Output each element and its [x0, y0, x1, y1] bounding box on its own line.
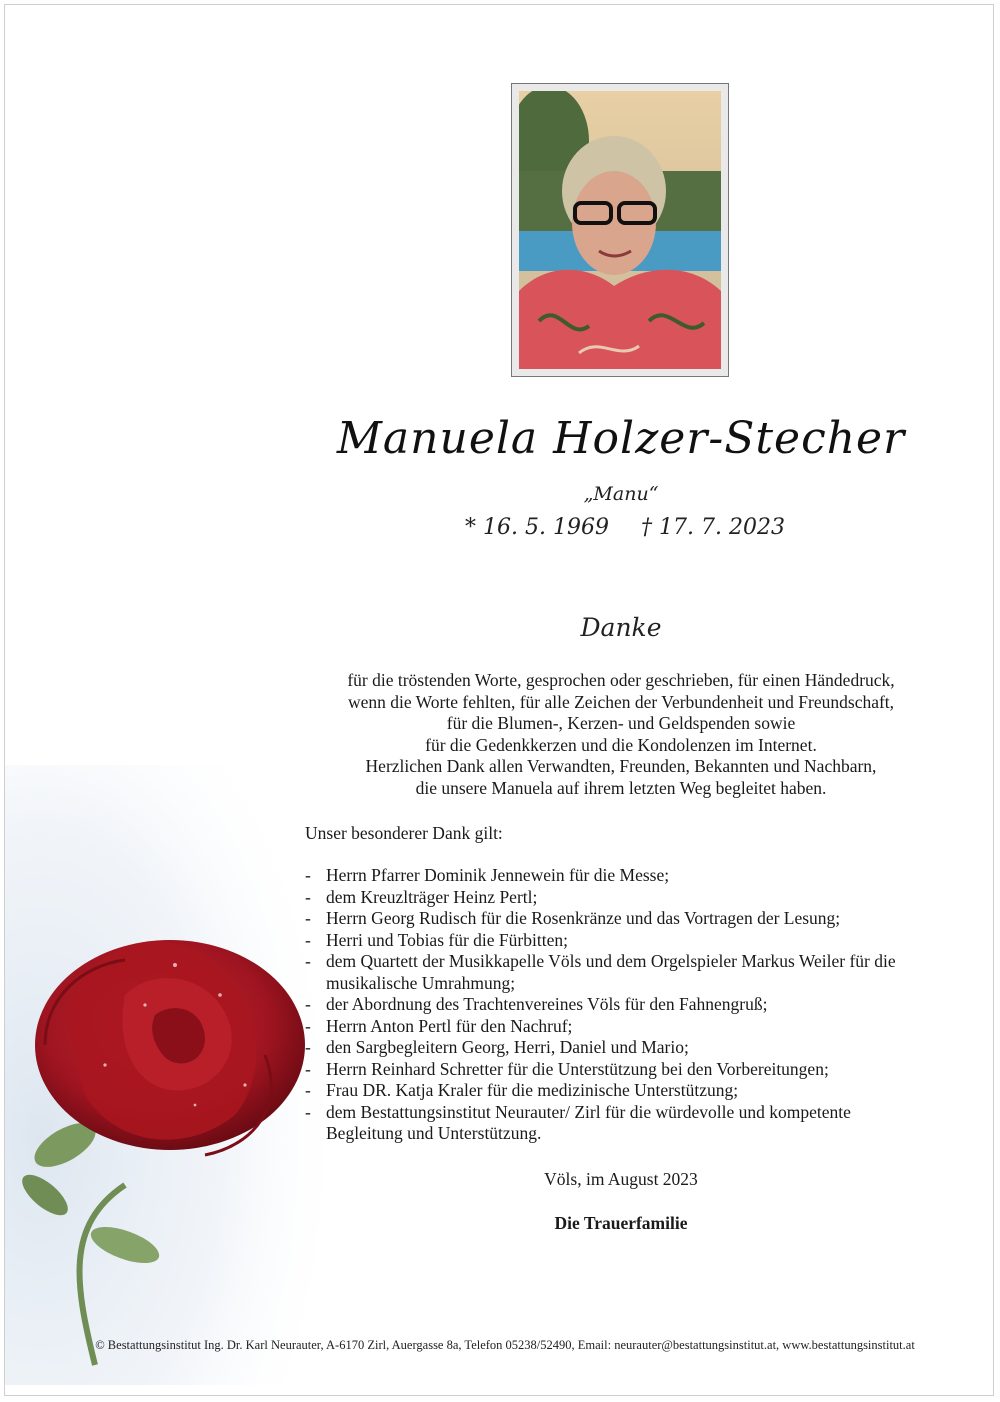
list-item-text: Herrn Georg Rudisch für die Rosenkränze und das Vortragen der Lesung; [326, 908, 841, 928]
list-item [301, 1102, 931, 1145]
list-dash: - [305, 908, 311, 928]
thanks-heading: Danke [580, 613, 662, 642]
intro-line: Herzlichen Dank allen Verwandten, Freunden, Bekannten und Nachbarn, [365, 756, 877, 776]
list-item [301, 908, 931, 930]
special-thanks-heading: Unser besonderer Dank gilt: [305, 823, 503, 843]
list-dash: - [305, 994, 311, 1014]
nickname: „Manu“ [583, 483, 659, 505]
list-item-text: dem Bestattungsinstitut Neurauter/ Zirl für die würdevolle und kompetente Begleitung und Unterstützung. [326, 1101, 851, 1143]
list-item-text: Herrn Anton Pertl für den Nachruf; [326, 1015, 573, 1036]
list-dash: - [305, 1037, 311, 1057]
obituary-card [4, 4, 994, 1396]
list-item [301, 1080, 931, 1102]
list-dash: - [305, 1058, 311, 1079]
portrait-frame [511, 83, 729, 377]
list-item [301, 887, 931, 909]
list-dash: - [305, 886, 311, 907]
signature: Die Trauerfamilie [554, 1213, 688, 1233]
list-item-text: Frau DR. Katja Kraler für die medizinische Unterstützung; [326, 1080, 739, 1100]
portrait-photo [519, 91, 721, 369]
list-dash: - [305, 929, 311, 950]
life-dates [465, 515, 785, 540]
list-item-text: dem Quartett der Musikkapelle Völs und dem Orgelspieler Markus Weiler für die musikalische Umrahmung; [326, 951, 896, 993]
list-item [301, 994, 931, 1016]
death-date: † 17. 7. 2023 [641, 515, 785, 540]
list-dash: - [305, 1101, 311, 1122]
list-item [301, 865, 931, 887]
list-dash: - [305, 951, 311, 971]
intro-line: für die tröstenden Worte, gesprochen oder geschrieben, für einen Händedruck, [347, 670, 895, 690]
thanks-list [301, 865, 931, 1145]
list-item-text: der Abordnung des Trachtenvereines Völs für den Fahnengruß; [326, 994, 768, 1014]
list-item [301, 1016, 931, 1038]
list-dash: - [305, 1015, 311, 1036]
list-item-text: Herrn Pfarrer Dominik Jennewein für die Messe; [326, 865, 670, 885]
list-dash: - [305, 865, 311, 885]
list-item-text: Herrn Reinhard Schretter für die Unterstützung bei den Vorbereitungen; [326, 1058, 829, 1079]
list-item [301, 1059, 931, 1081]
intro-line: für die Gedenkkerzen und die Kondolenzen im Internet. [425, 734, 817, 755]
list-item [301, 1037, 931, 1059]
intro-line: die unsere Manuela auf ihrem letzten Weg begleitet haben. [415, 777, 827, 798]
list-item-text: Herri und Tobias für die Fürbitten; [326, 929, 568, 950]
footer-credit: © Bestattungsinstitut Ing. Dr. Karl Neurauter, A-6170 Zirl, Auergasse 8a, Telefon 05238/52490, Email: neurauter@bestattungsinstitut.at, www.bestattungsinstitut.at [95, 1338, 915, 1352]
list-item-text: den Sargbegleitern Georg, Herri, Daniel und Mario; [326, 1037, 689, 1057]
place-date: Völs, im August 2023 [544, 1169, 698, 1189]
list-item [301, 930, 931, 952]
birth-date: * 16. 5. 1969 [465, 515, 609, 540]
list-item [301, 951, 931, 994]
deceased-name: Manuela Holzer-Stecher [336, 413, 906, 464]
thanks-intro [301, 670, 941, 799]
intro-line: wenn die Worte fehlten, für alle Zeichen der Verbundenheit und Freundschaft, [347, 691, 895, 712]
list-item-text: dem Kreuzlträger Heinz Pertl; [326, 886, 538, 907]
list-dash: - [305, 1080, 311, 1100]
intro-line: für die Blumen-, Kerzen- und Geldspenden sowie [446, 713, 796, 733]
